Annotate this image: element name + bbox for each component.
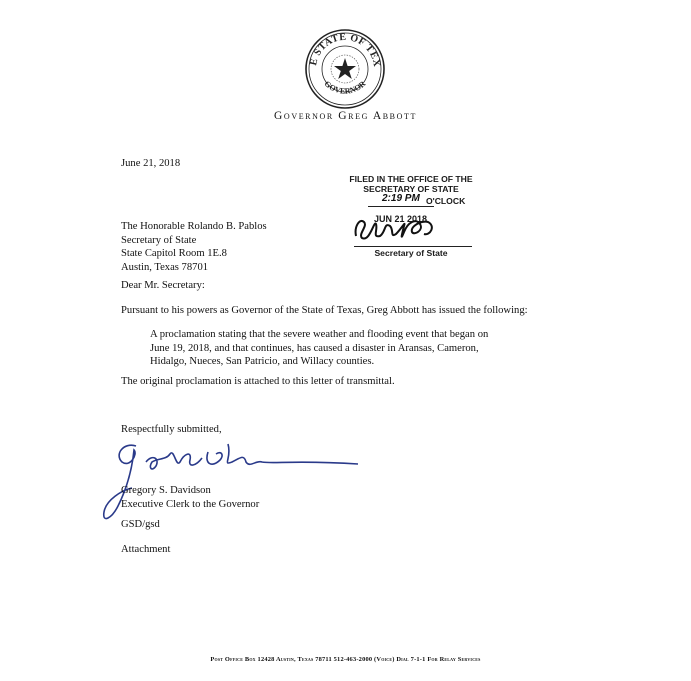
recipient-title: Secretary of State — [121, 234, 197, 246]
stamp-line-1: FILED IN THE OFFICE OF THE — [349, 174, 473, 184]
salutation: Dear Mr. Secretary: — [121, 280, 205, 291]
proclamation-line: Hidalgo, Nueces, San Patricio, and Willacy counties. — [150, 356, 375, 368]
svg-text:GOVERNOR: GOVERNOR — [322, 79, 368, 96]
stamp-footer: Secretary of State — [374, 248, 448, 258]
stamp-date: JUN 21 2018 — [374, 214, 428, 224]
attachment-note: The original proclamation is attached to this letter of transmittal. — [121, 376, 395, 387]
letter-date: June 21, 2018 — [121, 158, 181, 169]
signer-block — [121, 484, 259, 511]
stamp-time: 2:19 PM — [382, 193, 420, 204]
signer-name: Gregory S. Davidson — [121, 485, 211, 496]
seal-icon — [304, 28, 386, 110]
proclamation-line: June 19, 2018, and that continues, has caused a disaster in Aransas, Cameron, — [150, 342, 479, 354]
enclosure: Attachment — [121, 544, 171, 555]
state-seal — [304, 28, 386, 110]
signature-icon — [96, 424, 366, 532]
stamp-time-line — [368, 206, 434, 207]
signer-title: Executive Clerk to the Governor — [121, 498, 260, 510]
filing-stamp — [344, 174, 478, 264]
initials: GSD/gsd — [121, 519, 160, 530]
letterhead: Governor Greg Abbott — [274, 110, 417, 122]
recipient-name: The Honorable Rolando B. Pablos — [121, 221, 267, 232]
recipient-city: Austin, Texas 78701 — [121, 261, 209, 273]
intro-paragraph: Pursuant to his powers as Governor of the State of Texas, Greg Abbott has issued the following: — [121, 305, 528, 316]
stamp-signature-icon — [350, 212, 450, 244]
recipient-office: State Capitol Room 1E.8 — [121, 248, 227, 260]
proclamation-line: A proclamation stating that the severe weather and flooding event that began on — [150, 329, 489, 340]
stamp-signature-line — [354, 246, 472, 247]
stamp-line-2: SECRETARY OF STATE — [363, 184, 459, 194]
recipient-block — [121, 220, 267, 274]
svg-text:THE STATE OF TEXAS: E STATE OF TEX — [308, 31, 383, 69]
stamp-time-row — [354, 194, 474, 206]
closing: Respectfully submitted, — [121, 424, 222, 435]
letter-footer: Post Office Box 12428 Austin, Texas 78711 512-463-2000 (Voice) Dial 7-1-1 For Relay Services — [210, 656, 481, 663]
stamp-oclock: O'CLOCK — [426, 196, 466, 206]
proclamation-block — [150, 328, 530, 369]
